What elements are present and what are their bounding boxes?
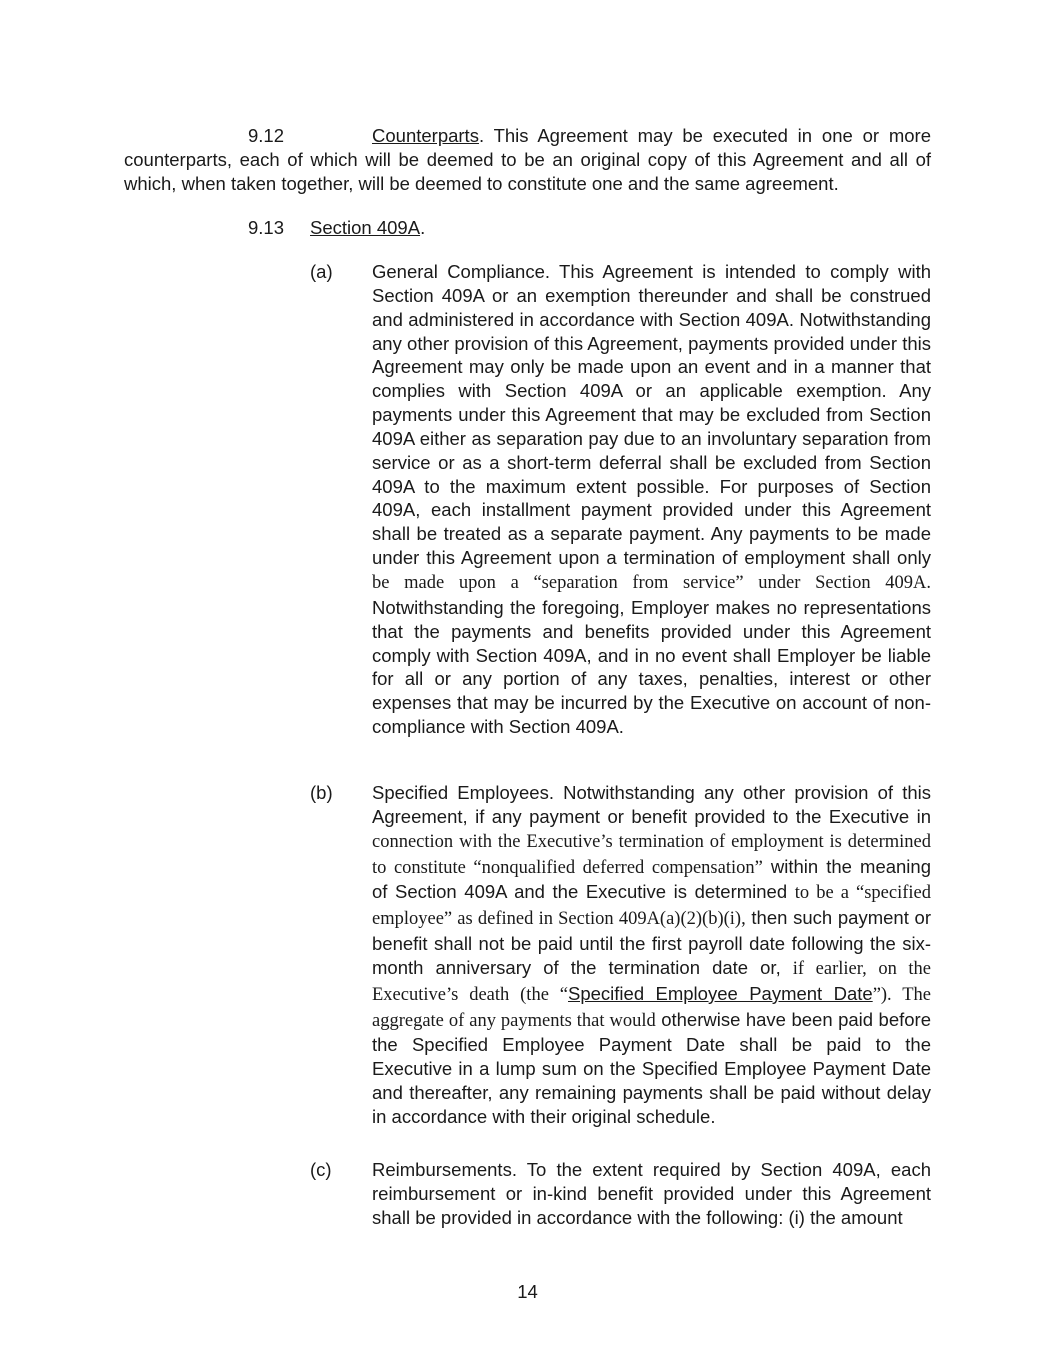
subsection-body: Reimbursements. To the extent required by Section 409A, each reimbursement or in-kind benefit provided under this Agreement shall be provided in accordance with the following: (i) the amount [372, 1159, 931, 1228]
page-number: 14 [517, 1281, 538, 1302]
subsection-body: General Compliance. This Agreement is intended to comply with Section 409A or an exemption thereunder and shall be construed and administered in accordance with Section 409A. Notwithstanding any other provision of this Agreement, payments provided under this Agreement may only be made upon an event and in a manner that complies with Section 409A or an applicable exemption. Any payments under this Agreement that may be excluded from Section 409A either as separation pay due to an involuntary separation from service or as a short-term deferral shall be excluded from Section 409A to the maximum extent possible. For purposes of Section 409A, each installment payment provided under this Agreement shall be treated as a separate payment. Any payments to be made under this Agreement upon a termination of employment shall only be made upon a “separation from service” under Section 409A. Notwithstanding the foregoing, Employer makes no representations that the payments and benefits provided under this Agreement comply with Section 409A, and in no event shall Employer be liable for all or any portion of any taxes, penalties, interest or other expenses that may be incurred by the Executive on account of non-compliance with Section 409A. [372, 261, 931, 738]
section-number: 9.13 [248, 217, 285, 238]
subsection-label: (b) [310, 782, 333, 803]
subsection-c-reimbursements [310, 1158, 931, 1230]
section-number: 9.12 [248, 125, 285, 146]
section-title: Section 409A [310, 217, 421, 238]
subsection-label: (a) [310, 261, 333, 282]
subsection-a-general-compliance [310, 260, 931, 739]
subsection-body: Specified Employees. Notwithstanding any other provision of this Agreement, if any payment or benefit provided to the Executive in connection with the Executive’s termination of employment is determined to constitute “nonqualified deferred compensation” within the meaning of Section 409A and the Executive is determined to be a “specified employee” as defined in Section 409A(a)(2)(b)(i), then such payment or benefit shall not be paid until the first payroll date following the six-month anniversary of the termination date or, if earlier, on the Executive’s death (the “Specified Employee Payment Date”). The aggregate of any payments that would otherwise have been paid before the Specified Employee Payment Date shall be paid to the Executive in a lump sum on the Specified Employee Payment Date and thereafter, any remaining payments shall be paid without delay in accordance with their original schedule. [372, 782, 932, 1127]
section-9-13-heading: 9.13 Section 409A. [248, 217, 426, 238]
section-9-12 [124, 124, 931, 196]
subsection-label: (c) [310, 1159, 332, 1180]
subsection-b-specified-employees [310, 781, 931, 1129]
section-text: . This Agreement may be executed in one or more counterparts, each of which will be deemed to be an original copy of this Agreement and all of which, when taken together, will be deemed to constitute one and the same agreement. [124, 125, 931, 194]
defined-term: Specified Employee Payment Date [568, 982, 873, 1004]
section-title: Counterparts [372, 125, 479, 146]
